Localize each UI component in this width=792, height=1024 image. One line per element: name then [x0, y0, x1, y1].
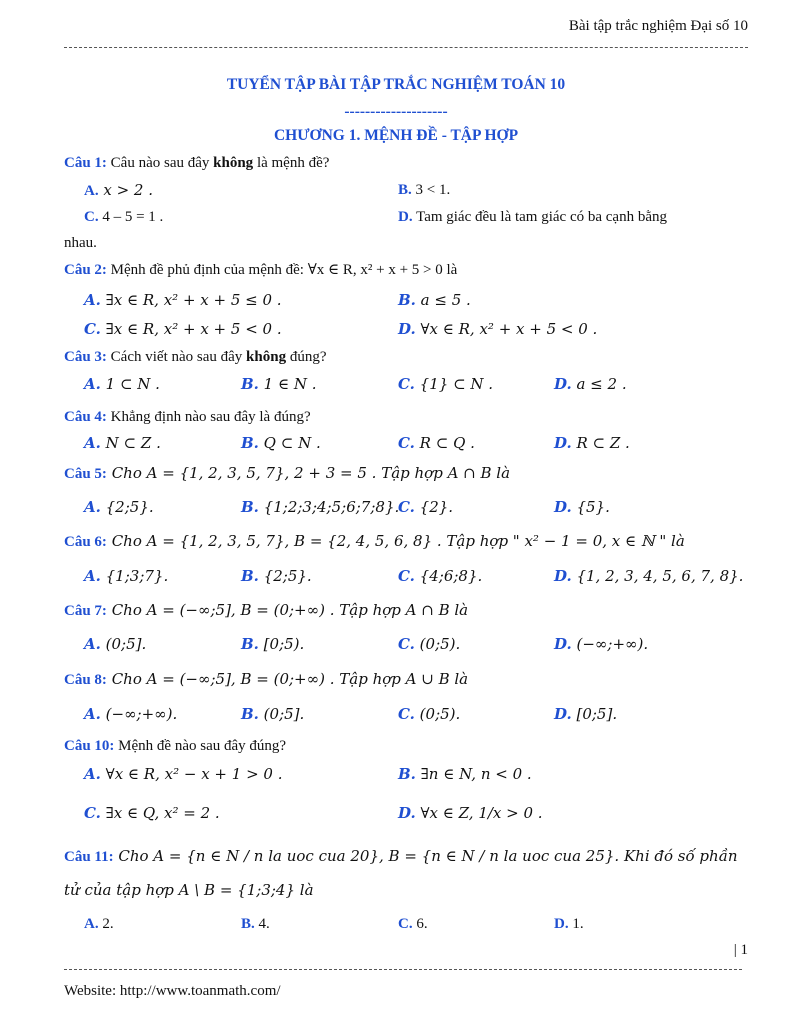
- question-text: Cho A = (−∞;5], B = (0;+∞) . Tập hợp A ∪ B là: [106, 670, 469, 688]
- option-b: B. 1 ∈ N .: [241, 375, 317, 393]
- question-text: Mệnh đề nào sau đây đúng?: [114, 738, 287, 754]
- option-b: B. {1;2;3;4;5;6;7;8}.: [241, 498, 400, 516]
- question-number: Câu 8:: [64, 672, 107, 688]
- option-d-wrap: nhau.: [64, 235, 97, 251]
- question-text-end: là mệnh đề?: [253, 155, 330, 171]
- header-right: Bài tập trắc nghiệm Đại số 10: [568, 18, 748, 34]
- page-number: | 1: [733, 942, 748, 958]
- option-b: B. 3 < 1.: [398, 182, 451, 198]
- question-text: Cho A = {1, 2, 3, 5, 7}, 2 + 3 = 5 . Tập hợp A ∩ B là: [106, 464, 511, 482]
- option-b: B. [0;5).: [241, 635, 305, 653]
- question-7: [64, 599, 752, 622]
- option-a: A. N ⊂ Z .: [84, 434, 161, 452]
- option-b: B. ∃n ∈ N, n < 0 .: [398, 765, 532, 783]
- footer-website: Website: http://www.toanmath.com/: [64, 983, 281, 999]
- question-text: Cho A = {1, 2, 3, 5, 7}, B = {2, 4, 5, 6, 8} . Tập hợp " x² − 1 = 0, x ∈ ℕ " là: [106, 532, 685, 550]
- question-text: Khẳng định nào sau đây là đúng?: [106, 409, 311, 425]
- header-divider: [64, 47, 748, 48]
- option-c: C. ∃x ∈ R, x² + x + 5 < 0 .: [84, 320, 282, 338]
- question-number: Câu 6:: [64, 534, 107, 550]
- title-separator: --------------------: [344, 103, 448, 120]
- question-10: [64, 735, 752, 757]
- question-number: Câu 5:: [64, 466, 107, 482]
- option-c: C. {1} ⊂ N .: [398, 375, 494, 393]
- question-text: Mệnh đề phủ định của mệnh đề: ∀x ∈ R, x² + x + 5 > 0 là: [106, 262, 458, 278]
- question-5: [64, 462, 752, 485]
- question-text: Cho A = (−∞;5], B = (0;+∞) . Tập hợp A ∩ B là: [106, 601, 469, 619]
- option-a: A. x > 2 .: [84, 181, 154, 199]
- question-text: Cách viết nào sau đây: [106, 349, 247, 365]
- question-number: Câu 2:: [64, 262, 107, 278]
- question-8: [64, 668, 752, 691]
- option-d: D. (−∞;+∞).: [554, 635, 649, 653]
- option-c: C. R ⊂ Q .: [398, 434, 475, 452]
- option-b: B. 4.: [241, 916, 270, 932]
- question-number: Câu 7:: [64, 603, 107, 619]
- option-a: A. 2.: [84, 916, 114, 932]
- option-c: C. {2}.: [398, 498, 454, 516]
- option-b: B. (0;5].: [241, 705, 305, 723]
- option-a: A. {2;5}.: [84, 498, 154, 516]
- option-a: A. {1;3;7}.: [84, 567, 169, 585]
- question-6: [64, 530, 752, 553]
- option-c: C. 4 – 5 = 1 .: [84, 209, 164, 225]
- option-c: C. {4;6;8}.: [398, 567, 483, 585]
- option-d: D. [0;5].: [554, 705, 618, 723]
- option-d: D. {1, 2, 3, 4, 5, 6, 7, 8}.: [554, 567, 744, 585]
- option-a: A. 1 ⊂ N .: [84, 375, 160, 393]
- chapter-title: CHƯƠNG 1. MỆNH ĐỀ - TẬP HỢP: [273, 127, 519, 144]
- question-number: Câu 3:: [64, 349, 107, 365]
- question-emphasis: không: [213, 155, 254, 171]
- option-d: D. {5}.: [554, 498, 610, 516]
- option-d: D. ∀x ∈ R, x² + x + 5 < 0 .: [398, 320, 598, 338]
- question-number: Câu 10:: [64, 738, 115, 754]
- option-a: A. (0;5].: [84, 635, 147, 653]
- question-2: [64, 259, 752, 281]
- option-c: C. 6.: [398, 916, 428, 932]
- option-a: A. ∀x ∈ R, x² − x + 1 > 0 .: [84, 765, 283, 783]
- option-a: A. (−∞;+∞).: [84, 705, 178, 723]
- option-d: D. ∀x ∈ Z, 1/x > 0 .: [398, 804, 543, 822]
- option-c: C. (0;5).: [398, 635, 461, 653]
- option-d: D. 1.: [554, 916, 584, 932]
- option-d: D. Tam giác đều là tam giác có ba cạnh bằng: [398, 209, 667, 225]
- question-text: Cho A = {n ∈ N / n la uoc cua 20}, B = {n ∈ N / n la uoc cua 25}. Khi đó số phần: [113, 847, 738, 865]
- option-b: B. {2;5}.: [241, 567, 312, 585]
- question-emphasis: không: [246, 349, 287, 365]
- question-text-end: đúng?: [286, 349, 327, 365]
- question-3: [64, 346, 752, 368]
- option-c: C. (0;5).: [398, 705, 461, 723]
- question-4: [64, 406, 752, 428]
- question-text: Câu nào sau đây: [106, 155, 214, 171]
- question-11: [64, 845, 752, 868]
- option-b: B. a ≤ 5 .: [398, 291, 471, 309]
- question-11-wrap: tử của tập hợp A \ B = {1;3;4} là: [64, 881, 314, 899]
- option-a: A. ∃x ∈ R, x² + x + 5 ≤ 0 .: [84, 291, 282, 309]
- main-title: TUYỂN TẬP BÀI TẬP TRẮC NGHIỆM TOÁN 10: [226, 76, 566, 93]
- option-d: D. a ≤ 2 .: [554, 375, 627, 393]
- question-number: Câu 4:: [64, 409, 107, 425]
- question-1: [64, 152, 752, 174]
- option-c: C. ∃x ∈ Q, x² = 2 .: [84, 804, 220, 822]
- option-d: D. R ⊂ Z .: [554, 434, 630, 452]
- question-number: Câu 1:: [64, 155, 107, 171]
- option-b: B. Q ⊂ N .: [241, 434, 321, 452]
- question-number: Câu 11:: [64, 849, 114, 865]
- footer-divider: [64, 969, 742, 970]
